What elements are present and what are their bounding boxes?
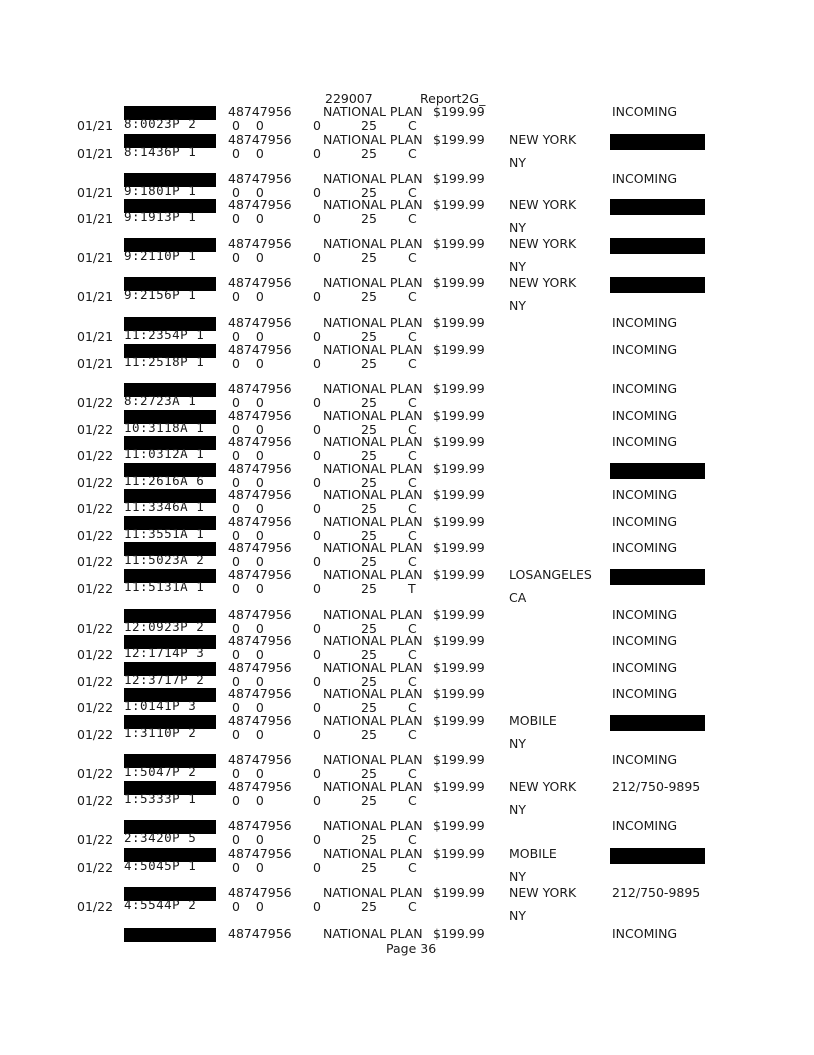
call-date: 01/22	[77, 674, 114, 689]
city: NEW YORK	[509, 779, 577, 794]
call-time: 11:3346A 1	[124, 499, 205, 514]
plan-zero: 0	[313, 554, 321, 569]
account-number: 48747956	[228, 713, 292, 728]
zero-fields: 0 0	[232, 581, 264, 596]
minutes: 25	[361, 422, 377, 437]
state: NY	[509, 736, 526, 751]
account-number: 48747956	[228, 752, 292, 767]
call-date: 01/22	[77, 581, 114, 596]
call-date: 01/22	[77, 766, 114, 781]
zero-fields: 0 0	[232, 501, 264, 516]
amount: $199.99	[433, 660, 485, 675]
call-date: 01/21	[77, 356, 114, 371]
minutes: 25	[361, 395, 377, 410]
account-number: 48747956	[228, 408, 292, 423]
account-number: 48747956	[228, 342, 292, 357]
call-date: 01/21	[77, 146, 114, 161]
page-number: Page 36	[386, 941, 437, 956]
call-time: 9:2156P 1	[124, 287, 197, 302]
minutes: 25	[361, 647, 377, 662]
plan-name: NATIONAL PLAN	[323, 342, 423, 357]
destination: 212/750-9895	[612, 779, 701, 794]
call-time: 11:0312A 1	[124, 446, 205, 461]
zero-fields: 0 0	[232, 185, 264, 200]
call-time: 1:5333P 1	[124, 791, 197, 806]
call-date: 01/21	[77, 289, 114, 304]
minutes: 25	[361, 211, 377, 226]
call-date: 01/22	[77, 554, 114, 569]
plan-zero: 0	[313, 289, 321, 304]
call-date: 01/21	[77, 118, 114, 133]
minutes: 25	[361, 832, 377, 847]
call-date: 01/22	[77, 647, 114, 662]
plan-zero: 0	[313, 448, 321, 463]
amount: $199.99	[433, 633, 485, 648]
plan-name: NATIONAL PLAN	[323, 381, 423, 396]
minutes: 25	[361, 118, 377, 133]
minutes: 25	[361, 146, 377, 161]
call-date: 01/22	[77, 501, 114, 516]
destination: 212/750-9895	[612, 885, 701, 900]
plan-zero: 0	[313, 211, 321, 226]
call-code: C	[408, 475, 417, 490]
call-code: C	[408, 118, 417, 133]
minutes: 25	[361, 501, 377, 516]
account-number: 48747956	[228, 514, 292, 529]
minutes: 25	[361, 899, 377, 914]
plan-name: NATIONAL PLAN	[323, 885, 423, 900]
call-date: 01/21	[77, 329, 114, 344]
zero-fields: 0 0	[232, 211, 264, 226]
amount: $199.99	[433, 713, 485, 728]
amount: $199.99	[433, 846, 485, 861]
plan-name: NATIONAL PLAN	[323, 132, 423, 147]
destination-redaction-bar	[610, 238, 705, 254]
plan-zero: 0	[313, 118, 321, 133]
call-code: C	[408, 700, 417, 715]
city: LOSANGELES	[509, 567, 592, 582]
amount: $199.99	[433, 434, 485, 449]
plan-name: NATIONAL PLAN	[323, 408, 423, 423]
destination: INCOMING	[612, 607, 678, 622]
state: NY	[509, 908, 526, 923]
amount: $199.99	[433, 132, 485, 147]
destination: INCOMING	[612, 686, 678, 701]
amount: $199.99	[433, 171, 485, 186]
zero-fields: 0 0	[232, 832, 264, 847]
call-time: 1:3110P 2	[124, 725, 197, 740]
account-number: 48747956	[228, 846, 292, 861]
plan-zero: 0	[313, 528, 321, 543]
city: NEW YORK	[509, 197, 577, 212]
plan-name: NATIONAL PLAN	[323, 660, 423, 675]
call-code: C	[408, 766, 417, 781]
destination-redaction-bar	[610, 463, 705, 479]
amount: $199.99	[433, 461, 485, 476]
zero-fields: 0 0	[232, 329, 264, 344]
account-number: 48747956	[228, 275, 292, 290]
destination: INCOMING	[612, 926, 678, 941]
destination: INCOMING	[612, 171, 678, 186]
amount: $199.99	[433, 487, 485, 502]
plan-name: NATIONAL PLAN	[323, 171, 423, 186]
zero-fields: 0 0	[232, 621, 264, 636]
plan-name: NATIONAL PLAN	[323, 487, 423, 502]
account-number: 48747956	[228, 104, 292, 119]
account-number: 48747956	[228, 381, 292, 396]
call-time: 12:3717P 2	[124, 672, 205, 687]
account-number: 48747956	[228, 567, 292, 582]
call-time: 9:2110P 1	[124, 248, 197, 263]
destination-redaction-bar	[610, 199, 705, 215]
call-date: 01/22	[77, 621, 114, 636]
amount: $199.99	[433, 381, 485, 396]
amount: $199.99	[433, 818, 485, 833]
call-time: 4:5544P 2	[124, 897, 197, 912]
call-time: 1:5047P 2	[124, 764, 197, 779]
call-date: 01/22	[77, 475, 114, 490]
plan-name: NATIONAL PLAN	[323, 846, 423, 861]
call-time: 12:1714P 3	[124, 645, 205, 660]
account-number: 48747956	[228, 633, 292, 648]
plan-name: NATIONAL PLAN	[323, 514, 423, 529]
account-number: 48747956	[228, 434, 292, 449]
minutes: 25	[361, 185, 377, 200]
call-date: 01/22	[77, 395, 114, 410]
minutes: 25	[361, 581, 377, 596]
amount: $199.99	[433, 779, 485, 794]
account-number: 48747956	[228, 132, 292, 147]
zero-fields: 0 0	[232, 356, 264, 371]
call-code: C	[408, 289, 417, 304]
call-code: C	[408, 860, 417, 875]
plan-name: NATIONAL PLAN	[323, 713, 423, 728]
call-date: 01/22	[77, 727, 114, 742]
minutes: 25	[361, 448, 377, 463]
amount: $199.99	[433, 686, 485, 701]
destination: INCOMING	[612, 514, 678, 529]
plan-name: NATIONAL PLAN	[323, 818, 423, 833]
plan-name: NATIONAL PLAN	[323, 607, 423, 622]
plan-zero: 0	[313, 674, 321, 689]
city: NEW YORK	[509, 236, 577, 251]
call-code: C	[408, 832, 417, 847]
amount: $199.99	[433, 315, 485, 330]
amount: $199.99	[433, 752, 485, 767]
report-name: Report2G_	[420, 91, 486, 106]
plan-name: NATIONAL PLAN	[323, 434, 423, 449]
zero-fields: 0 0	[232, 395, 264, 410]
state: NY	[509, 259, 526, 274]
plan-zero: 0	[313, 793, 321, 808]
call-time: 12:0923P 2	[124, 619, 205, 634]
call-code: C	[408, 621, 417, 636]
state: NY	[509, 298, 526, 313]
plan-zero: 0	[313, 475, 321, 490]
minutes: 25	[361, 250, 377, 265]
destination: INCOMING	[612, 342, 678, 357]
plan-zero: 0	[313, 700, 321, 715]
call-code: C	[408, 250, 417, 265]
amount: $199.99	[433, 236, 485, 251]
zero-fields: 0 0	[232, 289, 264, 304]
call-time: 2:3420P 5	[124, 830, 197, 845]
zero-fields: 0 0	[232, 475, 264, 490]
account-number: 48747956	[228, 540, 292, 555]
call-code: C	[408, 899, 417, 914]
destination-redaction-bar	[610, 715, 705, 731]
plan-zero: 0	[313, 621, 321, 636]
plan-zero: 0	[313, 185, 321, 200]
call-code: C	[408, 501, 417, 516]
plan-name: NATIONAL PLAN	[323, 540, 423, 555]
call-time: 10:3118A 1	[124, 420, 205, 435]
call-code: C	[408, 554, 417, 569]
account-number: 48747956	[228, 461, 292, 476]
amount: $199.99	[433, 607, 485, 622]
plan-name: NATIONAL PLAN	[323, 315, 423, 330]
plan-name: NATIONAL PLAN	[323, 567, 423, 582]
state: CA	[509, 590, 527, 605]
call-code: C	[408, 647, 417, 662]
zero-fields: 0 0	[232, 899, 264, 914]
plan-zero: 0	[313, 250, 321, 265]
amount: $199.99	[433, 926, 485, 941]
account-number: 48747956	[228, 818, 292, 833]
account-number: 48747956	[228, 171, 292, 186]
zero-fields: 0 0	[232, 647, 264, 662]
call-date: 01/22	[77, 899, 114, 914]
destination: INCOMING	[612, 487, 678, 502]
account-number: 48747956	[228, 607, 292, 622]
plan-name: NATIONAL PLAN	[323, 104, 423, 119]
minutes: 25	[361, 674, 377, 689]
call-time: 11:2518P 1	[124, 354, 205, 369]
call-date: 01/21	[77, 211, 114, 226]
zero-fields: 0 0	[232, 118, 264, 133]
destination: INCOMING	[612, 540, 678, 555]
zero-fields: 0 0	[232, 860, 264, 875]
destination-redaction-bar	[610, 134, 705, 150]
state: NY	[509, 220, 526, 235]
plan-zero: 0	[313, 832, 321, 847]
amount: $199.99	[433, 104, 485, 119]
call-code: C	[408, 185, 417, 200]
amount: $199.99	[433, 567, 485, 582]
city: NEW YORK	[509, 275, 577, 290]
destination: INCOMING	[612, 315, 678, 330]
city: MOBILE	[509, 846, 557, 861]
minutes: 25	[361, 329, 377, 344]
destination: INCOMING	[612, 633, 678, 648]
account-number: 48747956	[228, 926, 292, 941]
call-date: 01/22	[77, 793, 114, 808]
plan-name: NATIONAL PLAN	[323, 926, 423, 941]
state: NY	[509, 802, 526, 817]
plan-zero: 0	[313, 860, 321, 875]
destination: INCOMING	[612, 104, 678, 119]
state: NY	[509, 155, 526, 170]
call-date: 01/22	[77, 528, 114, 543]
plan-name: NATIONAL PLAN	[323, 461, 423, 476]
zero-fields: 0 0	[232, 528, 264, 543]
zero-fields: 0 0	[232, 146, 264, 161]
zero-fields: 0 0	[232, 766, 264, 781]
zero-fields: 0 0	[232, 727, 264, 742]
call-date: 01/22	[77, 832, 114, 847]
minutes: 25	[361, 528, 377, 543]
call-time: 8:2723A 1	[124, 393, 197, 408]
call-code: C	[408, 674, 417, 689]
call-code: C	[408, 211, 417, 226]
call-code: C	[408, 329, 417, 344]
zero-fields: 0 0	[232, 674, 264, 689]
plan-zero: 0	[313, 647, 321, 662]
plan-name: NATIONAL PLAN	[323, 197, 423, 212]
minutes: 25	[361, 356, 377, 371]
plan-zero: 0	[313, 329, 321, 344]
plan-name: NATIONAL PLAN	[323, 275, 423, 290]
plan-name: NATIONAL PLAN	[323, 779, 423, 794]
plan-zero: 0	[313, 581, 321, 596]
redaction-bar	[124, 928, 216, 942]
call-code: C	[408, 528, 417, 543]
account-number: 48747956	[228, 885, 292, 900]
zero-fields: 0 0	[232, 554, 264, 569]
call-time: 11:3551A 1	[124, 526, 205, 541]
call-time: 11:2354P 1	[124, 327, 205, 342]
call-time: 8:0023P 2	[124, 116, 197, 131]
amount: $199.99	[433, 342, 485, 357]
plan-zero: 0	[313, 899, 321, 914]
call-code: C	[408, 395, 417, 410]
amount: $199.99	[433, 197, 485, 212]
call-date: 01/21	[77, 185, 114, 200]
minutes: 25	[361, 475, 377, 490]
call-time: 4:5045P 1	[124, 858, 197, 873]
account-number: 48747956	[228, 779, 292, 794]
minutes: 25	[361, 554, 377, 569]
plan-zero: 0	[313, 356, 321, 371]
call-time: 11:5131A 1	[124, 579, 205, 594]
plan-zero: 0	[313, 395, 321, 410]
minutes: 25	[361, 793, 377, 808]
city: NEW YORK	[509, 132, 577, 147]
call-date: 01/22	[77, 700, 114, 715]
account-number: 48747956	[228, 487, 292, 502]
minutes: 25	[361, 766, 377, 781]
zero-fields: 0 0	[232, 793, 264, 808]
call-code: C	[408, 356, 417, 371]
destination: INCOMING	[612, 434, 678, 449]
account-number: 48747956	[228, 236, 292, 251]
plan-name: NATIONAL PLAN	[323, 236, 423, 251]
account-number: 48747956	[228, 660, 292, 675]
plan-zero: 0	[313, 422, 321, 437]
plan-name: NATIONAL PLAN	[323, 752, 423, 767]
destination-redaction-bar	[610, 569, 705, 585]
destination: INCOMING	[612, 408, 678, 423]
call-time: 8:1436P 1	[124, 144, 197, 159]
minutes: 25	[361, 289, 377, 304]
call-time: 11:5023A 2	[124, 552, 205, 567]
minutes: 25	[361, 700, 377, 715]
call-code: C	[408, 448, 417, 463]
zero-fields: 0 0	[232, 448, 264, 463]
destination-redaction-bar	[610, 848, 705, 864]
call-date: 01/22	[77, 860, 114, 875]
amount: $199.99	[433, 275, 485, 290]
destination: INCOMING	[612, 381, 678, 396]
plan-zero: 0	[313, 501, 321, 516]
plan-name: NATIONAL PLAN	[323, 686, 423, 701]
call-code: C	[408, 422, 417, 437]
call-code: C	[408, 793, 417, 808]
amount: $199.99	[433, 540, 485, 555]
call-time: 9:1801P 1	[124, 183, 197, 198]
account-number: 48747956	[228, 686, 292, 701]
destination-redaction-bar	[610, 277, 705, 293]
destination: INCOMING	[612, 752, 678, 767]
plan-zero: 0	[313, 766, 321, 781]
account-number: 48747956	[228, 315, 292, 330]
zero-fields: 0 0	[232, 422, 264, 437]
minutes: 25	[361, 860, 377, 875]
call-time: 11:2616A 6	[124, 473, 205, 488]
call-code: C	[408, 727, 417, 742]
minutes: 25	[361, 727, 377, 742]
city: NEW YORK	[509, 885, 577, 900]
plan-zero: 0	[313, 727, 321, 742]
call-code: C	[408, 146, 417, 161]
amount: $199.99	[433, 408, 485, 423]
destination: INCOMING	[612, 660, 678, 675]
plan-name: NATIONAL PLAN	[323, 633, 423, 648]
zero-fields: 0 0	[232, 700, 264, 715]
call-time: 9:1913P 1	[124, 209, 197, 224]
destination: INCOMING	[612, 818, 678, 833]
call-time: 1:0141P 3	[124, 698, 197, 713]
zero-fields: 0 0	[232, 250, 264, 265]
call-date: 01/21	[77, 250, 114, 265]
report-id: 229007	[325, 91, 373, 106]
amount: $199.99	[433, 885, 485, 900]
call-date: 01/22	[77, 448, 114, 463]
plan-zero: 0	[313, 146, 321, 161]
minutes: 25	[361, 621, 377, 636]
city: MOBILE	[509, 713, 557, 728]
call-date: 01/22	[77, 422, 114, 437]
account-number: 48747956	[228, 197, 292, 212]
amount: $199.99	[433, 514, 485, 529]
state: NY	[509, 869, 526, 884]
call-code: T	[408, 581, 416, 596]
